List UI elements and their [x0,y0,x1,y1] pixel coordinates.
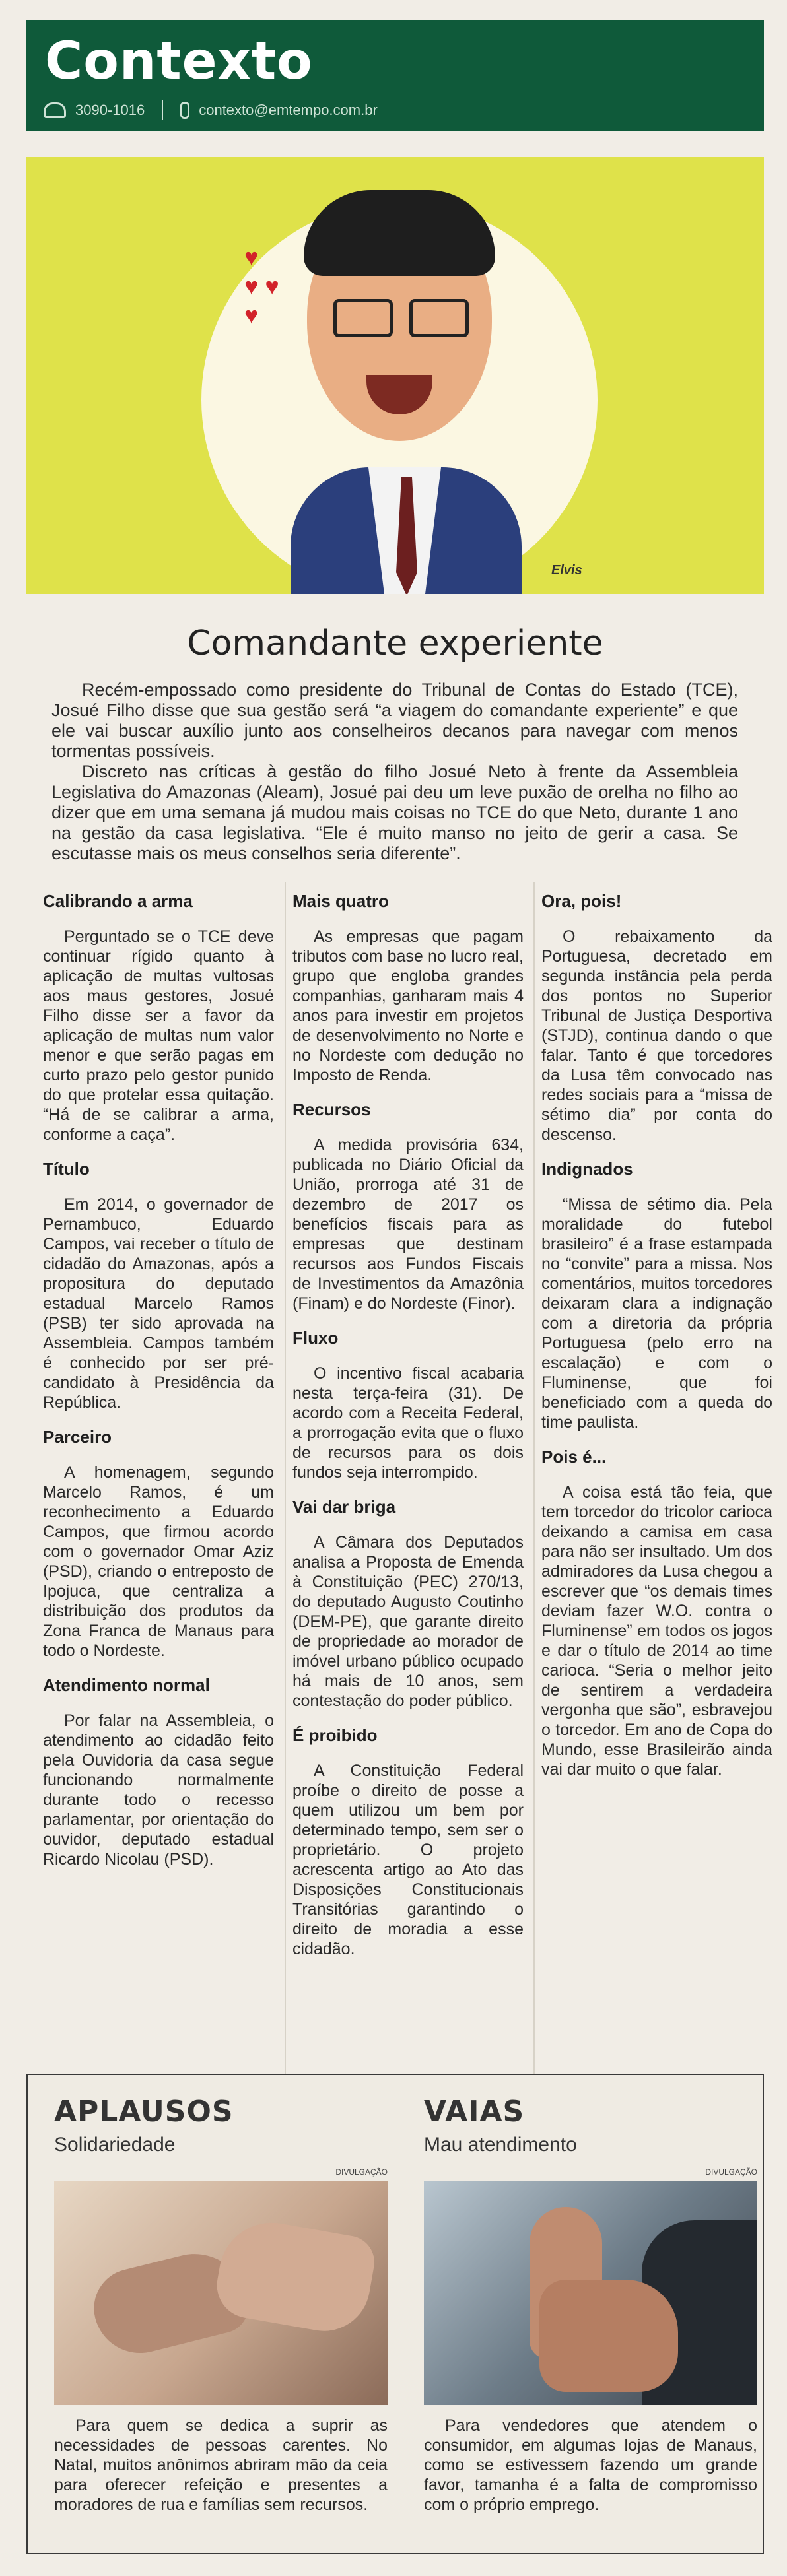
note-text: Perguntado se o TCE deve continuar rígido quanto à aplicação de multas vultosas aos maus gestores, Josué Filho disse ser a favor da aplicação de multas num valor menor e que serão pagas em curto prazo pelo gestor punido do que protelar essa quitação. “Há de se calibrar a arma, conforme a caça”. [43,927,274,1144]
vaias-text [424,2416,757,2515]
note-title: Recursos [292,1100,371,1119]
note-title: Mais quatro [292,891,389,911]
note-text: Por falar na Assembleia, o atendimento ao cidadão feito pela Ouvidoria da casa segue funcionando normalmente durante todo o recesso parlamentar, por orientação do ouvidor, deputado estadual Ricardo Nicolau (PSD). [43,1711,274,1868]
glasses-right-lens [409,299,469,337]
note-title: Atendimento normal [43,1675,210,1695]
article-lead [51,680,738,864]
hearts-icon: ♥ ♥ ♥ ♥ [244,244,279,329]
note-title: Título [43,1159,90,1179]
aplausos-panel [54,2095,388,2514]
phone-number: 3090-1016 [75,102,145,118]
note-title: Ora, pois! [541,891,622,911]
fist-shape [539,2280,678,2392]
note-text: A homenagem, segundo Marcelo Ramos, é um reconhecimento a Eduardo Campos, que firmou acordo com o governador Omar Aziz (PSD), criando o entreposto de Ipojuca, que centraliza a distribuição dos produtos da Zona Franca de Manaus para todo o Nordeste. [43,1463,274,1660]
aplausos-label: APLAUSOS [54,2095,234,2129]
column-header [26,20,764,131]
glasses-left-lens [333,299,393,337]
note-title: Indignados [541,1159,633,1179]
vaias-subtitle: Mau atendimento [424,2134,577,2156]
vaias-paragraph: Para vendedores que atendem o consumidor, em algumas lojas de Manaus, como se estivessem fazendo um grande favor, tamanha é a falta de compromisso com o próprio emprego. [424,2416,757,2514]
contact-divider [162,100,163,120]
aplausos-text [54,2416,388,2515]
note-text: “Missa de sétimo dia. Pela moralidade do futebol brasileiro” é a frase estampada no “convite” para a missa. Nos comentários, muitos torcedores deixaram clara a indignação com a diretoria da própria Portuguesa (pelo erro na escalação) e com o Fluminense, que foi beneficiado com a queda do time paulista. [541,1195,772,1432]
column-3 [541,876,772,1789]
photo-credit: DIVULGAÇÃO [335,2167,388,2177]
vaias-label: VAIAS [424,2095,525,2129]
phone-icon [44,102,66,118]
note-title: Fluxo [292,1328,339,1348]
note-text: O rebaixamento da Portuguesa, decretado em segunda instância pela perda dos pontos no Superior Tribunal de Justiça Desportiva (STJD), continua dando o que falar. Tanto é que torcedores da Lusa têm convocado nas redes sociais para a “missa de sétimo dia” por conta do descenso. [541,927,772,1144]
lead-paragraph: Discreto nas críticas à gestão do filho Josué Neto à frente da Assembleia Legislativa do Amazonas (Aleam), Josué pai deu um leve puxão de orelha no filho ao dizer que em uma semana já mudou mais coisas no TCE do que Neto, durante 1 ano na gestão da casa legislativa. “Ele é muito manso no jeito de gerir a casa. Se escutasse mais os meus conselhos seria diferente”. [51,762,738,863]
thumbs-down-photo [424,2181,757,2405]
hands-photo [54,2181,388,2405]
note-text: A coisa está tão feia, que tem torcedor do tricolor carioca deixando a camisa em casa para não ser insultado. Um dos admiradores da Lusa chegou a escrever que “os demais times deviam fazer W.O. contra o Fluminense” em todos os jogos e dar o título de 2014 ao time carioca. “Seria o melhor jeito de sentirem a verdadeira vergonha que são”, esbravejou o torcedor. Em ano de Copa do Mundo, esse Brasileirão ainda vai dar muito o que falar. [541,1483,772,1779]
notes-columns [26,876,772,2094]
note-text: A Constituição Federal proíbe o direito de posse a quem utilizou um bem por determinado tempo, sem ser o proprietário. O projeto acrescenta artigo ao Ato das Disposições Constitucionais Transitórias garantindo o direito de moradia a esse cidadão. [292,1762,524,1958]
caricature-illustration [26,157,764,594]
applause-boos-box [26,2074,764,2554]
note-text: O incentivo fiscal acabaria nesta terça-feira (31). De acordo com a Receita Federal, a prorrogação evita que o fluxo de recursos para os dois fundos seja interrompido. [292,1364,524,1482]
aplausos-subtitle: Solidariedade [54,2134,176,2156]
vaias-panel [424,2095,757,2514]
artist-signature: Elvis [551,563,582,578]
contact-email: contexto@emtempo.com.br [199,102,378,118]
note-title: Pois é... [541,1447,607,1467]
lead-paragraph: Recém-empossado como presidente do Tribunal de Contas do Estado (TCE), Josué Filho disse que sua gestão será “a viagem do comandante experiente” e que ele vai buscar auxílio junto aos conselheiros decanos para navegar com menos tormentas possíveis. [51,680,738,761]
note-text: A Câmara dos Deputados analisa a Proposta de Emenda à Constituição (PEC) 270/13, do deputado Augusto Coutinho (DEM-PE), que garante direito de propriedade ao morador de imóvel urbano público ocupado há mais de 10 anos, sem contestação do poder público. [292,1533,524,1710]
note-text: As empresas que pagam tributos com base no lucro real, grupo que engloba grandes companhias, ganharam mais 4 anos para investir em projetos de desenvolvimento no Norte e no Nordeste com dedução no Imposto de Renda. [292,927,524,1084]
note-title: Vai dar briga [292,1497,396,1517]
caricature-hair [304,190,495,276]
column-divider [285,882,286,2090]
photo-credit: DIVULGAÇÃO [705,2167,757,2177]
section-title: Contexto [45,32,313,91]
mail-icon [180,102,189,119]
column-2 [292,876,524,1968]
contact-line [44,100,378,120]
note-text: Em 2014, o governador de Pernambuco, Eduardo Campos, vai receber o título de cidadão do Amazonas, após a propositura do deputado estadual Marcelo Ramos (PSB) ter sido aprovada na Assembleia. Campos também é conhecido por ser pré-candidato à Presidência da República. [43,1195,274,1412]
note-title: É proibido [292,1725,378,1745]
column-1 [43,876,274,1878]
column-divider [533,882,535,2090]
article-headline: Comandante experiente [187,624,603,663]
note-title: Calibrando a arma [43,891,193,911]
note-text: A medida provisória 634, publicada no Diário Oficial da União, prorroga até 31 de dezembro de 2017 os benefícios fiscais para as empresas que destinam recursos aos Fundos Fiscais de Investimentos da Amazônia (Finam) e do Nordeste (Finor). [292,1136,524,1313]
note-title: Parceiro [43,1427,112,1447]
aplausos-paragraph: Para quem se dedica a suprir as necessidades de pessoas carentes. No Natal, muitos anônimos abriram mão da ceia para oferecer refeição e presentes a moradores de rua e famílias sem recursos. [54,2416,388,2514]
